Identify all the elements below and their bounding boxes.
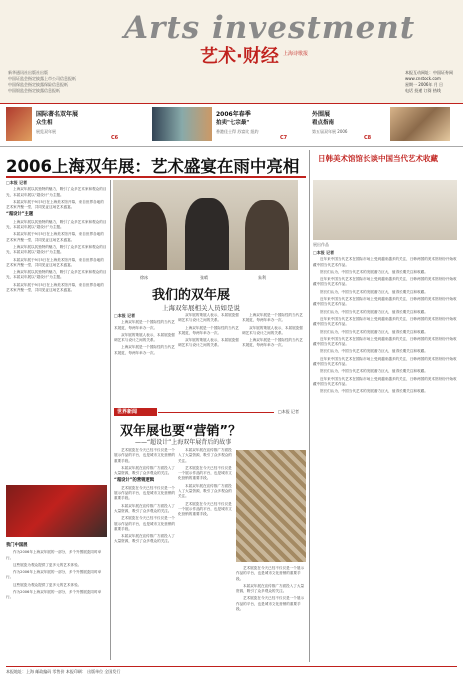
main-paragraph: 上海双年展以其独特的魅力，吸引了众多艺术家和观众的目光，本届双年展以“超设计”为主题。 <box>6 187 107 197</box>
sidebar-paragraph: 馆长们认为，中国当代艺术的发展潜力巨大，值得长期关注和收藏。 <box>320 289 428 294</box>
feature-paragraph: 上海双年展是一个国际性的当代艺术展览，每两年举办一次。 <box>114 345 175 355</box>
sidebar-paragraph: 近年来中国当代艺术在国际市场上受到越来越多的关注，日韩两国的美术馆纷纷开始收藏中国当代艺术作品。 <box>313 297 457 307</box>
feature-author: □本报 记者 <box>114 313 136 318</box>
left-column-paragraph: 这些展览为观众提供了更多元的艺术体验。 <box>13 562 82 567</box>
teaser-1-meta: 展览双年展 <box>36 129 56 134</box>
teaser-strip <box>0 103 463 147</box>
feature-paragraph: 双年展的策展人表示，本届展览强调艺术与设计之间的关系。 <box>178 338 239 348</box>
sidebar-paragraph: 近年来中国当代艺术在国际市场上受到越来越多的关注，日韩两国的美术馆纷纷开始收藏中国当代艺术作品。 <box>313 316 457 327</box>
portrait-xubing <box>125 202 167 270</box>
teaser-1-subtitle: 众生相 <box>36 120 53 126</box>
section2-subtitle: ——“超设计”上海双年展背后的故事 <box>135 439 232 446</box>
masthead-right-info: 本报互动网址：中国证券网 www.cnstock.com 星期一 2006年 月 日 电话 投递 订阅 热线 <box>405 70 453 93</box>
feature-paragraph: 上海双年展是一个国际性的当代艺术展览，每两年举办一次。 <box>178 325 239 335</box>
section2-rule <box>158 412 274 413</box>
sidebar-photo <box>313 180 457 240</box>
section2-paragraph: 艺术展览在今天已经不仅仅是一个展示作品的平台，也是城市文化营销的重要手段。 <box>114 448 176 463</box>
section2-paragraph: 本届双年展在宣传推广方面投入了大量资源，吸引了众多观众的关注。 <box>236 583 305 594</box>
section2-title: 双年展也要“营销”？ <box>120 424 242 439</box>
section2-subhead: “超设计”的营销逻辑 <box>114 478 155 484</box>
teaser-3-title: 外围展 <box>312 111 331 118</box>
portrait-zhuli <box>245 200 289 270</box>
sidebar-paragraph: 馆长们认为，中国当代艺术的发展潜力巨大，值得长期关注和收藏。 <box>320 369 428 374</box>
teaser-2-page: C7 <box>280 135 288 141</box>
main-subhead: “超设计”主题 <box>6 212 34 218</box>
portrait-photo-strip <box>113 180 298 270</box>
feature-paragraph: 上海双年展是一个国际性的当代艺术展览，每两年举办一次。 <box>114 320 175 330</box>
sidebar-title: 日韩美术馆馆长谈中国当代艺术收藏 <box>318 154 438 163</box>
left-column-subhead: 我门中国展 <box>6 543 28 548</box>
feature-paragraph: 双年展的策展人表示，本届展览强调艺术与设计之间的关系。 <box>178 313 239 323</box>
headline-rule <box>6 176 306 178</box>
feature-paragraph: 双年展的策展人表示，本届展览强调艺术与设计之间的关系。 <box>114 332 175 343</box>
installation-photo <box>236 450 306 562</box>
column-divider <box>110 180 111 660</box>
sidebar-paragraph: 馆长们认为，中国当代艺术的发展潜力巨大，值得长期关注和收藏。 <box>320 389 428 394</box>
section2-paragraph: 艺术展览在今天已经不仅仅是一个展示作品的平台，也是城市文化营销的重要手段。 <box>114 485 176 501</box>
teaser-2-subtitle: 拍卖"七宗最" <box>216 120 250 126</box>
exhibition-photo-left <box>6 485 107 537</box>
section2-paragraph: 艺术展览在今天已经不仅仅是一个展示作品的平台，也是城市文化营销的重要手段。 <box>236 566 305 581</box>
section2-paragraph: 艺术展览在今天已经不仅仅是一个展示作品的平台，也是城市文化营销的重要手段。 <box>178 501 232 517</box>
teaser-3[interactable] <box>310 107 458 143</box>
main-author: □本报 记者 <box>6 180 28 185</box>
masthead <box>0 0 463 103</box>
section2-col3 <box>236 566 306 663</box>
sidebar-paragraph: 近年来中国当代艺术在国际市场上受到越来越多的关注，日韩两国的美术馆纷纷开始收藏中国当代艺术作品。 <box>313 336 457 347</box>
main-paragraph: 本届双年展于9月5日在上海美术馆开幕，来自世界各地的艺术家齐聚一堂，共同见证这场艺术盛宴。 <box>6 232 104 242</box>
main-paragraph: 本届双年展于9月5日在上海美术馆开幕，来自世界各地的艺术家齐聚一堂，共同见证这场艺术盛宴。 <box>6 199 104 210</box>
teaser-1[interactable] <box>6 107 136 143</box>
main-article <box>6 180 107 480</box>
left-column-paragraph: 作为2006年上海双年展的一部分，多个外围展览同时举行。 <box>6 590 102 600</box>
section2-paragraph: 艺术展览在今天已经不仅仅是一个展示作品的平台，也是城市文化营销的重要手段。 <box>114 516 176 531</box>
portrait-zhangqing <box>185 198 229 270</box>
sidebar-paragraph: 近年来中国当代艺术在国际市场上受到越来越多的关注，日韩两国的美术馆纷纷开始收藏中国当代艺术作品。 <box>313 277 457 287</box>
teaser-1-page: C6 <box>111 135 119 141</box>
feature-article-col1 <box>114 313 176 405</box>
photo-label-1: 徐冰 <box>140 275 148 280</box>
left-column-paragraph: 作为2006年上海双年展的一部分，多个外围展览同时举行。 <box>6 570 102 580</box>
teaser-3-meta: 第五届双年展 2006 <box>312 129 348 134</box>
teaser-2[interactable] <box>152 107 302 143</box>
section2-author: □本报 记者 <box>278 409 300 414</box>
section2-paragraph: 本届双年展在宣传推广方面投入了大量资源，吸引了众多观众的关注。 <box>114 503 175 513</box>
section2-paragraph: 本届双年展在宣传推广方面投入了大量资源，吸引了众多观众的关注。 <box>114 465 175 476</box>
teaser-3-image <box>390 107 450 141</box>
section2-col2 <box>178 448 234 663</box>
main-paragraph: 上海双年展以其独特的魅力，吸引了众多艺术家和观众的目光，本届双年展以“超设计”为主题。 <box>6 244 107 255</box>
sidebar-author: □本报 记者 <box>313 250 335 255</box>
sidebar-article <box>313 250 457 662</box>
main-paragraph: 上海双年展以其独特的魅力，吸引了众多艺术家和观众的目光，本届双年展以“超设计”为主题。 <box>6 270 107 280</box>
teaser-2-meta: 香港佳士得 苏富比 纽约 <box>216 129 259 134</box>
sidebar-photo-caption: 展出作品 <box>313 242 329 247</box>
photo-label-2: 张晴 <box>200 275 208 280</box>
brand-chinese-sub: 上海诗歌报 <box>283 51 309 57</box>
section2-bar: 世界新闻 <box>114 408 157 416</box>
feature-paragraph: 双年展的策展人表示，本届展览强调艺术与设计之间的关系。 <box>242 325 303 335</box>
feature-subtitle: 上海双年展相关人员如是说 <box>162 304 240 312</box>
sidebar-paragraph: 馆长们认为，中国当代艺术的发展潜力巨大，值得长期关注和收藏。 <box>320 349 428 354</box>
left-column-paragraph: 这些展览为观众提供了更多元的艺术体验。 <box>13 582 82 587</box>
sidebar-paragraph: 馆长们认为，中国当代艺术的发展潜力巨大，值得长期关注和收藏。 <box>320 329 428 334</box>
footer: 本报地址：上海 邮政编码 零售价 本报印刷： 出版单位 全国发行 <box>6 666 457 675</box>
left-column-article <box>6 541 107 663</box>
teaser-3-subtitle: 看点指南 <box>312 120 335 126</box>
section2-paragraph: 艺术展览在今天已经不仅仅是一个展示作品的平台，也是城市文化营销的重要手段。 <box>178 465 232 481</box>
feature-article-col3 <box>242 313 306 405</box>
sidebar-paragraph: 近年来中国当代艺术在国际市场上受到越来越多的关注，日韩两国的美术馆纷纷开始收藏中国当代艺术作品。 <box>313 356 457 367</box>
main-paragraph: 上海双年展以其独特的魅力，吸引了众多艺术家和观众的目光，本届双年展以“超设计”为主题。 <box>6 219 107 230</box>
feature-article-col2 <box>178 313 240 405</box>
teaser-2-title: 2006年春季 <box>216 111 251 118</box>
main-headline: 2006上海双年展：艺术盛宴在雨中亮相 <box>6 157 300 176</box>
section2-paragraph: 本届双年展在宣传推广方面投入了大量资源，吸引了众多观众的关注。 <box>178 448 232 463</box>
section2-col1 <box>114 448 176 663</box>
sidebar-paragraph: 近年来中国当代艺术在国际市场上受到越来越多的关注，日韩两国的美术馆纷纷开始收藏中国当代艺术作品。 <box>313 257 457 267</box>
feature-title: 我们的双年展 <box>152 288 231 303</box>
brand-chinese: 艺术·财经 <box>200 46 279 67</box>
teaser-1-image <box>6 107 32 141</box>
brand-english: Arts investment <box>124 10 416 46</box>
sidebar-paragraph: 馆长们认为，中国当代艺术的发展潜力巨大，值得长期关注和收藏。 <box>320 309 428 314</box>
sidebar-paragraph: 近年来中国当代艺术在国际市场上受到越来越多的关注，日韩两国的美术馆纷纷开始收藏中国当代艺术作品。 <box>313 376 457 386</box>
section2-paragraph: 本届双年展在宣传推广方面投入了大量资源，吸引了众多观众的关注。 <box>114 534 175 544</box>
section2-paragraph: 艺术展览在今天已经不仅仅是一个展示作品的平台，也是城市文化营销的重要手段。 <box>236 596 305 612</box>
main-paragraph: 本届双年展于9月5日在上海美术馆开幕，来自世界各地的艺术家齐聚一堂，共同见证这场艺术盛宴。 <box>6 257 104 267</box>
main-paragraph: 本届双年展于9月5日在上海美术馆开幕，来自世界各地的艺术家齐聚一堂，共同见证这场艺术盛宴。 <box>6 282 104 293</box>
feature-paragraph: 上海双年展是一个国际性的当代艺术展览，每两年举办一次。 <box>242 313 303 323</box>
feature-paragraph: 上海双年展是一个国际性的当代艺术展览，每两年举办一次。 <box>242 338 303 348</box>
photo-label-3: 朱利 <box>258 275 266 280</box>
left-column-paragraph: 作为2006年上海双年展的一部分，多个外围展览同时举行。 <box>6 550 102 560</box>
teaser-1-title: 国际著名双年展 <box>36 111 79 118</box>
masthead-left-info: 新华通讯社出版社出版 中国证监会指定披露上市公司信息报纸 中国保监会指定披露保险信息报纸 中国银监会指定披露信息报纸 <box>8 70 76 93</box>
teaser-3-page: C8 <box>364 135 372 141</box>
section2-paragraph: 本届双年展在宣传推广方面投入了大量资源，吸引了众多观众的关注。 <box>178 483 232 499</box>
column-divider-right <box>309 150 310 662</box>
sidebar-paragraph: 馆长们认为，中国当代艺术的发展潜力巨大，值得长期关注和收藏。 <box>320 269 428 274</box>
teaser-2-image <box>152 107 212 141</box>
